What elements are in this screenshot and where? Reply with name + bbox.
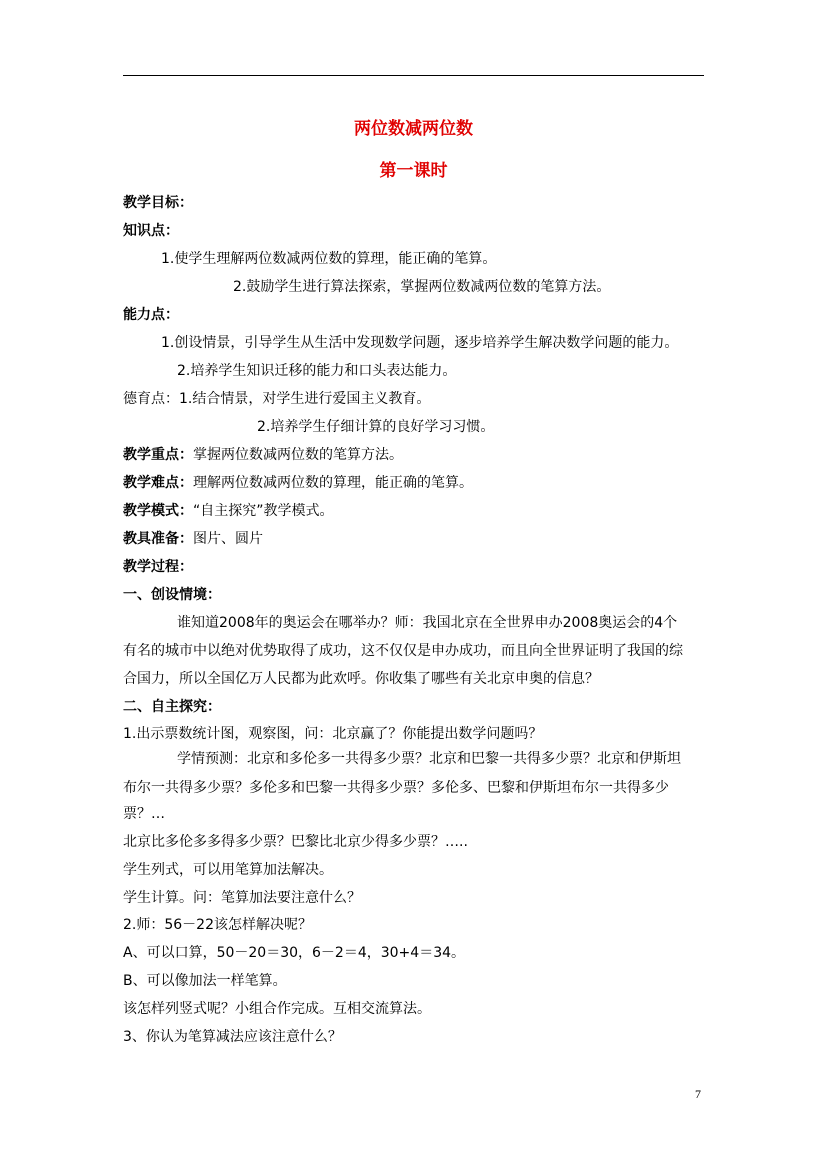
text-line: 教具准备：图片、圆片 [123, 531, 263, 547]
text-line: 教学目标： [123, 195, 193, 211]
text-line: 2.鼓励学生进行算法探索，掌握两位数减两位数的笔算方法。 [233, 279, 611, 295]
text-line: 谁知道2008年的奥运会在哪举办？师：我国北京在全世界申办2008奥运会的4个 [177, 615, 678, 631]
text-line: 能力点： [123, 307, 179, 323]
text-line: 德育点：1.结合情景，对学生进行爱国主义教育。 [123, 391, 431, 407]
text-line: 有名的城市中以绝对优势取得了成功，这不仅仅是申办成功，而且向全世界证明了我国的综 [123, 643, 683, 659]
text-line: A、可以口算，50－20＝30，6－2＝4，30+4＝34。 [123, 945, 466, 961]
text-line: 2.培养学生仔细计算的良好学习习惯。 [257, 419, 495, 435]
text-line: 票？… [123, 806, 165, 822]
text-line: 布尔一共得多少票？多伦多和巴黎一共得多少票？多伦多、巴黎和伊斯坦布尔一共得多少 [123, 780, 669, 796]
text-line: 知识点： [123, 223, 179, 239]
text-line: 该怎样列竖式呢？小组合作完成。互相交流算法。 [123, 1001, 431, 1017]
text-line: 3、你认为笔算减法应该注意什么？ [123, 1029, 342, 1045]
text-line: 1.出示票数统计图，观察图，问：北京赢了？你能提出数学问题吗？ [123, 726, 543, 742]
text-line: 二、自主探究： [123, 699, 221, 715]
text-line: 教学模式：“自主探究”教学模式。 [123, 503, 334, 519]
text-line: 1.创设情景，引导学生从生活中发现数学问题，逐步培养学生解决数学问题的能力。 [161, 335, 679, 351]
text-line: 北京比多伦多多得多少票？巴黎比北京少得多少票？….. [123, 834, 468, 850]
text-line: 2.师：56－22该怎样解决呢？ [123, 917, 312, 933]
text-line: 学生计算。问：笔算加法要注意什么？ [123, 890, 361, 906]
text-line: 2.培养学生知识迁移的能力和口头表达能力。 [177, 363, 457, 379]
text-line: B、可以像加法一样笔算。 [123, 973, 287, 989]
text-line: 合国力，所以全国亿万人民都为此欢呼。你收集了哪些有关北京申奥的信息？ [123, 671, 599, 687]
text-line: 学情预测：北京和多伦多一共得多少票？北京和巴黎一共得多少票？北京和伊斯坦 [177, 751, 681, 767]
text-line: 一、创设情境： [123, 587, 221, 603]
text-line: 教学难点：理解两位数减两位数的算理，能正确的笔算。 [123, 475, 473, 491]
text-line: 1.使学生理解两位数减两位数的算理，能正确的笔算。 [161, 251, 497, 267]
text-line: 教学重点：掌握两位数减两位数的笔算方法。 [123, 447, 403, 463]
document-title: 两位数减两位数 [354, 119, 473, 139]
document-subtitle: 第一课时 [379, 161, 448, 181]
text-line: 学生列式，可以用笔算加法解决。 [123, 862, 333, 878]
page-number: 7 [695, 1087, 701, 1101]
header-rule [123, 75, 704, 76]
text-line: 教学过程： [123, 559, 193, 575]
